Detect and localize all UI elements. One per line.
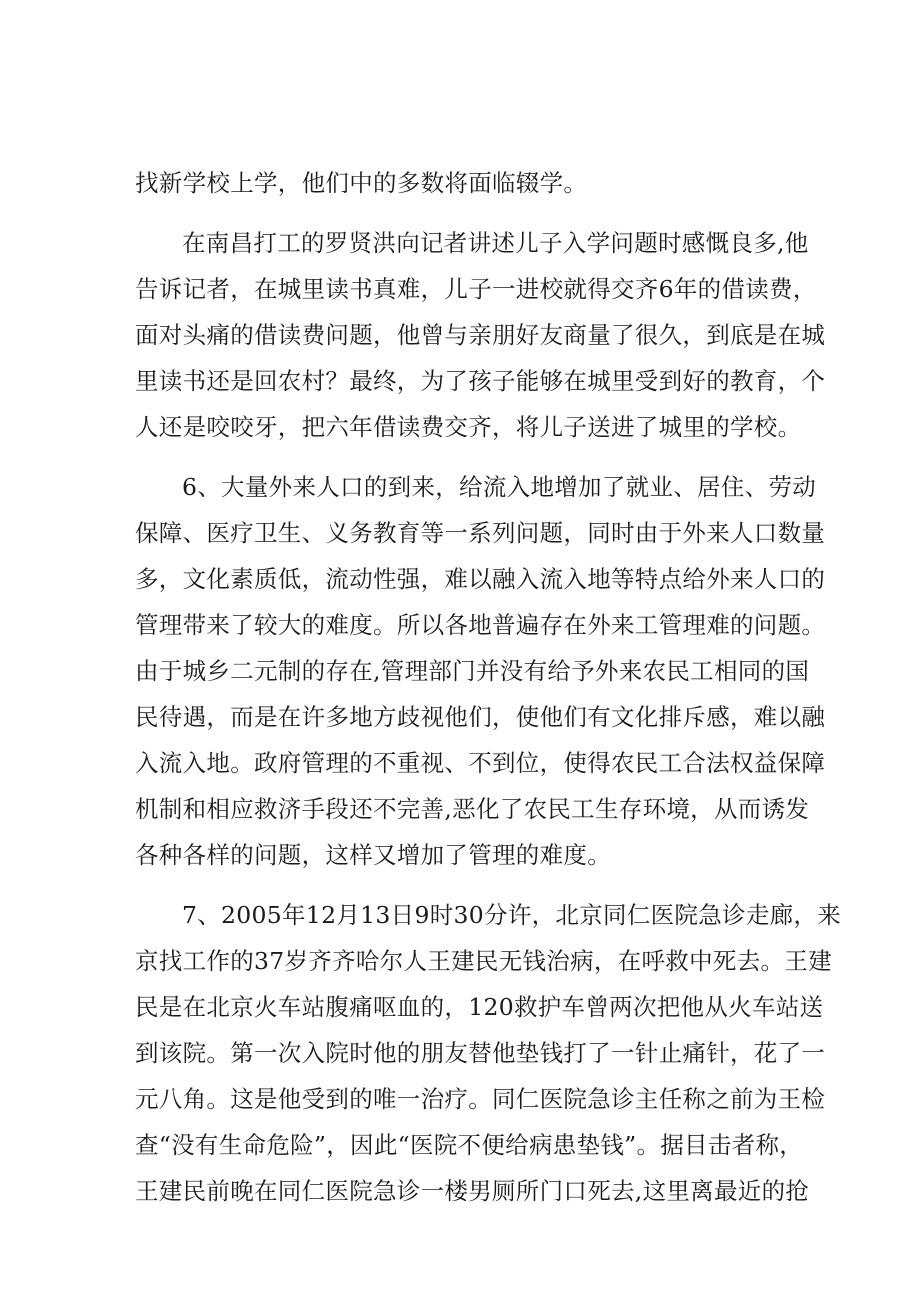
text-line: 里读书还是回农村？最终，为了孩子能够在城里受到好的教育，个 (135, 367, 826, 395)
paragraph-4 (135, 892, 842, 1214)
text-line: 7、2005年12月13日9时30分许，北京同仁医院急诊走廊，来 (182, 901, 842, 929)
text-line: 面对头痛的借读费问题，他曾与亲朋好友商量了很久，到底是在城 (135, 321, 826, 349)
text-line: 各种各样的问题，这样又增加了管理的难度。 (135, 841, 611, 869)
paragraph-1 (135, 160, 797, 206)
text-line: 到该院。第一次入院时他的朋友替他垫钱打了一针止痛针，花了一 (135, 1039, 826, 1067)
text-line: 民待遇，而是在许多地方歧视他们，使他们有文化排斥感，难以融 (135, 703, 826, 731)
text-line: 元八角。这是他受到的唯一治疗。同仁医院急诊主任称之前为王检 (135, 1085, 826, 1113)
paragraph-2 (135, 220, 826, 450)
text-line: 京找工作的37岁齐齐哈尔人王建民无钱治病，在呼救中死去。王建 (135, 947, 832, 975)
text-line: 查“没有生命危险”，因此“医院不便给病患垫钱”。据目击者称， (135, 1131, 804, 1159)
text-line: 入流入地。政府管理的不重视、不到位，使得农民工合法权益保障 (135, 749, 826, 777)
text-line: 由于城乡二元制的存在,管理部门并没有给予外来农民工相同的国 (135, 657, 810, 685)
text-line: 在南昌打工的罗贤洪向记者讲述儿子入学问题时感慨良多,他 (182, 229, 809, 257)
text-line: 6、大量外来人口的到来，给流入地增加了就业、居住、劳动 (182, 473, 817, 501)
document-body (135, 160, 842, 1214)
text-line: 机制和相应救济手段还不完善,恶化了农民工生存环境，从而诱发 (135, 795, 810, 823)
text-line: 人还是咬咬牙，把六年借读费交齐，将儿子送进了城里的学校。 (135, 413, 802, 441)
text-line: 王建民前晚在同仁医院急诊一楼男厕所门口死去,这里离最近的抢 (135, 1177, 810, 1205)
text-line: 告诉记者，在城里读书真难，儿子一进校就得交齐6年的借读费， (135, 275, 817, 303)
text-line: 找新学校上学，他们中的多数将面临辍学。 (135, 169, 588, 197)
text-line: 保障、医疗卫生、义务教育等一系列问题，同时由于外来人口数量 (135, 519, 826, 547)
text-line: 多，文化素质低，流动性强，难以融入流入地等特点给外来人口的 (135, 565, 826, 593)
paragraph-3 (135, 464, 826, 878)
text-line: 管理带来了较大的难度。所以各地普遍存在外来工管理难的问题。 (135, 611, 826, 639)
text-line: 民是在北京火车站腹痛呕血的，120救护车曾两次把他从火车站送 (135, 993, 824, 1021)
